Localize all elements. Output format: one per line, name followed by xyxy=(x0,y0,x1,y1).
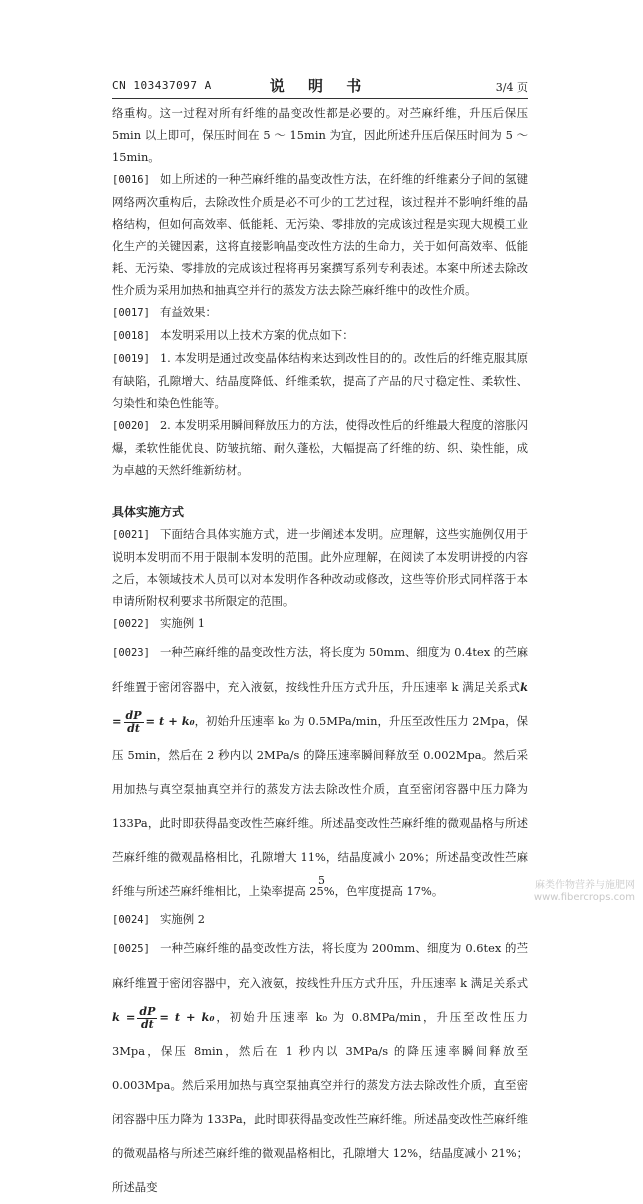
formula-rhs: = t + k₀ xyxy=(145,714,195,728)
patent-number: CN 103437097 A xyxy=(112,79,212,92)
paragraph-0025: [0025] 一种苎麻纤维的晶变改性方法，将长度为 200mm、细度为 0.6tex 的苎麻纤维置于密闭容器中，充入液氨，按线性升压方式升压，升压速率 k 满足关系式k = $\frac{dP}{dt}$ = t + k₀，初始升压速率 k₀ 为 0.8MPa/min，升压至改性压力 3Mpa，保压 8min，然后在 1 秒内以 3MPa/s 的降压速率瞬间释放至 0.003Mpa。然后采用加热与真空泵抽真空并行的蒸发方法去除改性介质，直至密闭容器中压力降为 133Pa，此时即获得晶变改性苎麻纤维。所述晶变改性苎麻纤维的微观晶格与所述苎麻纤维的微观晶格相比，孔隙增大 12%，结晶度减小 21%；所述晶变 xyxy=(112,941,528,1194)
section-heading: 具体实施方式 xyxy=(112,505,185,519)
page-indicator: 3/4 页 xyxy=(495,81,528,94)
section-gap xyxy=(112,481,528,501)
paragraph-continuation: 络重构。这一过程对所有纤维的晶变改性都是必要的。对苎麻纤维，升压后保压 5min 以上即可，保压时间在 5 ～ 15min 为宜，因此所述升压后保压时间为 5 ～ 15min。 xyxy=(112,106,528,164)
watermark: 麻类作物营养与施肥网 www.fibercrops.com xyxy=(533,880,635,903)
paragraph-0017: [0017] 有益效果： xyxy=(112,305,217,319)
page-number: 5 xyxy=(318,874,325,887)
paragraph-0016: [0016] 如上所述的一种苎麻纤维的晶变改性方法，在纤维的纤维素分子间的氢键网络两次重构后，去除改性介质是必不可少的工艺过程，该过程并不影响纤维的晶格结构，但如何高效率、低能耗、无污染、零排放的完成该过程是实现大规模工业化生产的关键因素，这将直接影响晶变改性方法的生命力，关于如何高效率、低能耗、无污染、零排放的完成该过程将再另案撰写系列专利表述。本案中所述去除改性介质为采用加热和抽真空并行的蒸发方法去除苎麻纤维中的改性介质。 xyxy=(112,172,528,297)
document-title: 说 明 书 xyxy=(269,77,371,95)
header-rule xyxy=(112,98,528,99)
paragraph-0023: [0023] 一种苎麻纤维的晶变改性方法，将长度为 50mm、细度为 0.4tex 的苎麻纤维置于密闭容器中，充入液氨，按线性升压方式升压，升压速率 k 满足关系式k = $\frac{dP}{dt}$ = t + k₀，初始升压速率 k₀ 为 0.5MPa/min，升压至改性压力 2Mpa，保压 5min，然后在 2 秒内以 2MPa/s 的降压速率瞬间释放至 0.002Mpa。然后采用加热与真空泵抽真空并行的蒸发方法去除改性介质，直至密闭容器中压力降为 133Pa，此时即获得晶变改性苎麻纤维。所述晶变改性苎麻纤维的微观晶格与所述苎麻纤维的微观晶格相比，孔隙增大 11%，结晶度减小 20%；所述晶变改性苎麻纤维与所述苎麻纤维相比，上染率提高 25%，色牢度提高 17%。 xyxy=(112,645,528,898)
formula-fraction: $\frac{dP}{dt}$ xyxy=(139,1004,156,1031)
paragraph-0022: [0022] 实施例 1 xyxy=(112,616,205,630)
paragraph-0019: [0019] 1. 本发明是通过改变晶体结构来达到改性目的的。改性后的纤维克服其原有缺陷，孔隙增大、结晶度降低、纤维柔软，提高了产品的尺寸稳定性、柔软性、匀染性和染色性能等。 xyxy=(112,351,528,410)
paragraph-0021: [0021] 下面结合具体实施方式，进一步阐述本发明。应理解，这些实施例仅用于说明本发明而不用于限制本发明的范围。此外应理解，在阅读了本发明讲授的内容之后，本领域技术人员可以对本发明作各种改动或修改，这些等价形式同样落于本申请所附权利要求书所限定的范围。 xyxy=(112,527,528,608)
document-body xyxy=(112,102,528,1204)
formula-rhs: = t + k₀ xyxy=(159,1010,215,1024)
page-header xyxy=(112,76,528,96)
formula-lhs: k = xyxy=(112,1010,136,1024)
paragraph-0020: [0020] 2. 本发明采用瞬间释放压力的方法，使得改性后的纤维最大程度的溶胀闪爆，柔软性能优良、防皱抗缩、耐久蓬松，大幅提高了纤维的纺、织、染性能，成为卓越的天然纤维新纺材。 xyxy=(112,418,528,477)
paragraph-0018: [0018] 本发明采用以上技术方案的优点如下： xyxy=(112,328,354,342)
formula-lhs: k = xyxy=(112,680,528,728)
formula-fraction: $\frac{dP}{dt}$ xyxy=(125,708,142,735)
paragraph-0024: [0024] 实施例 2 xyxy=(112,912,205,926)
